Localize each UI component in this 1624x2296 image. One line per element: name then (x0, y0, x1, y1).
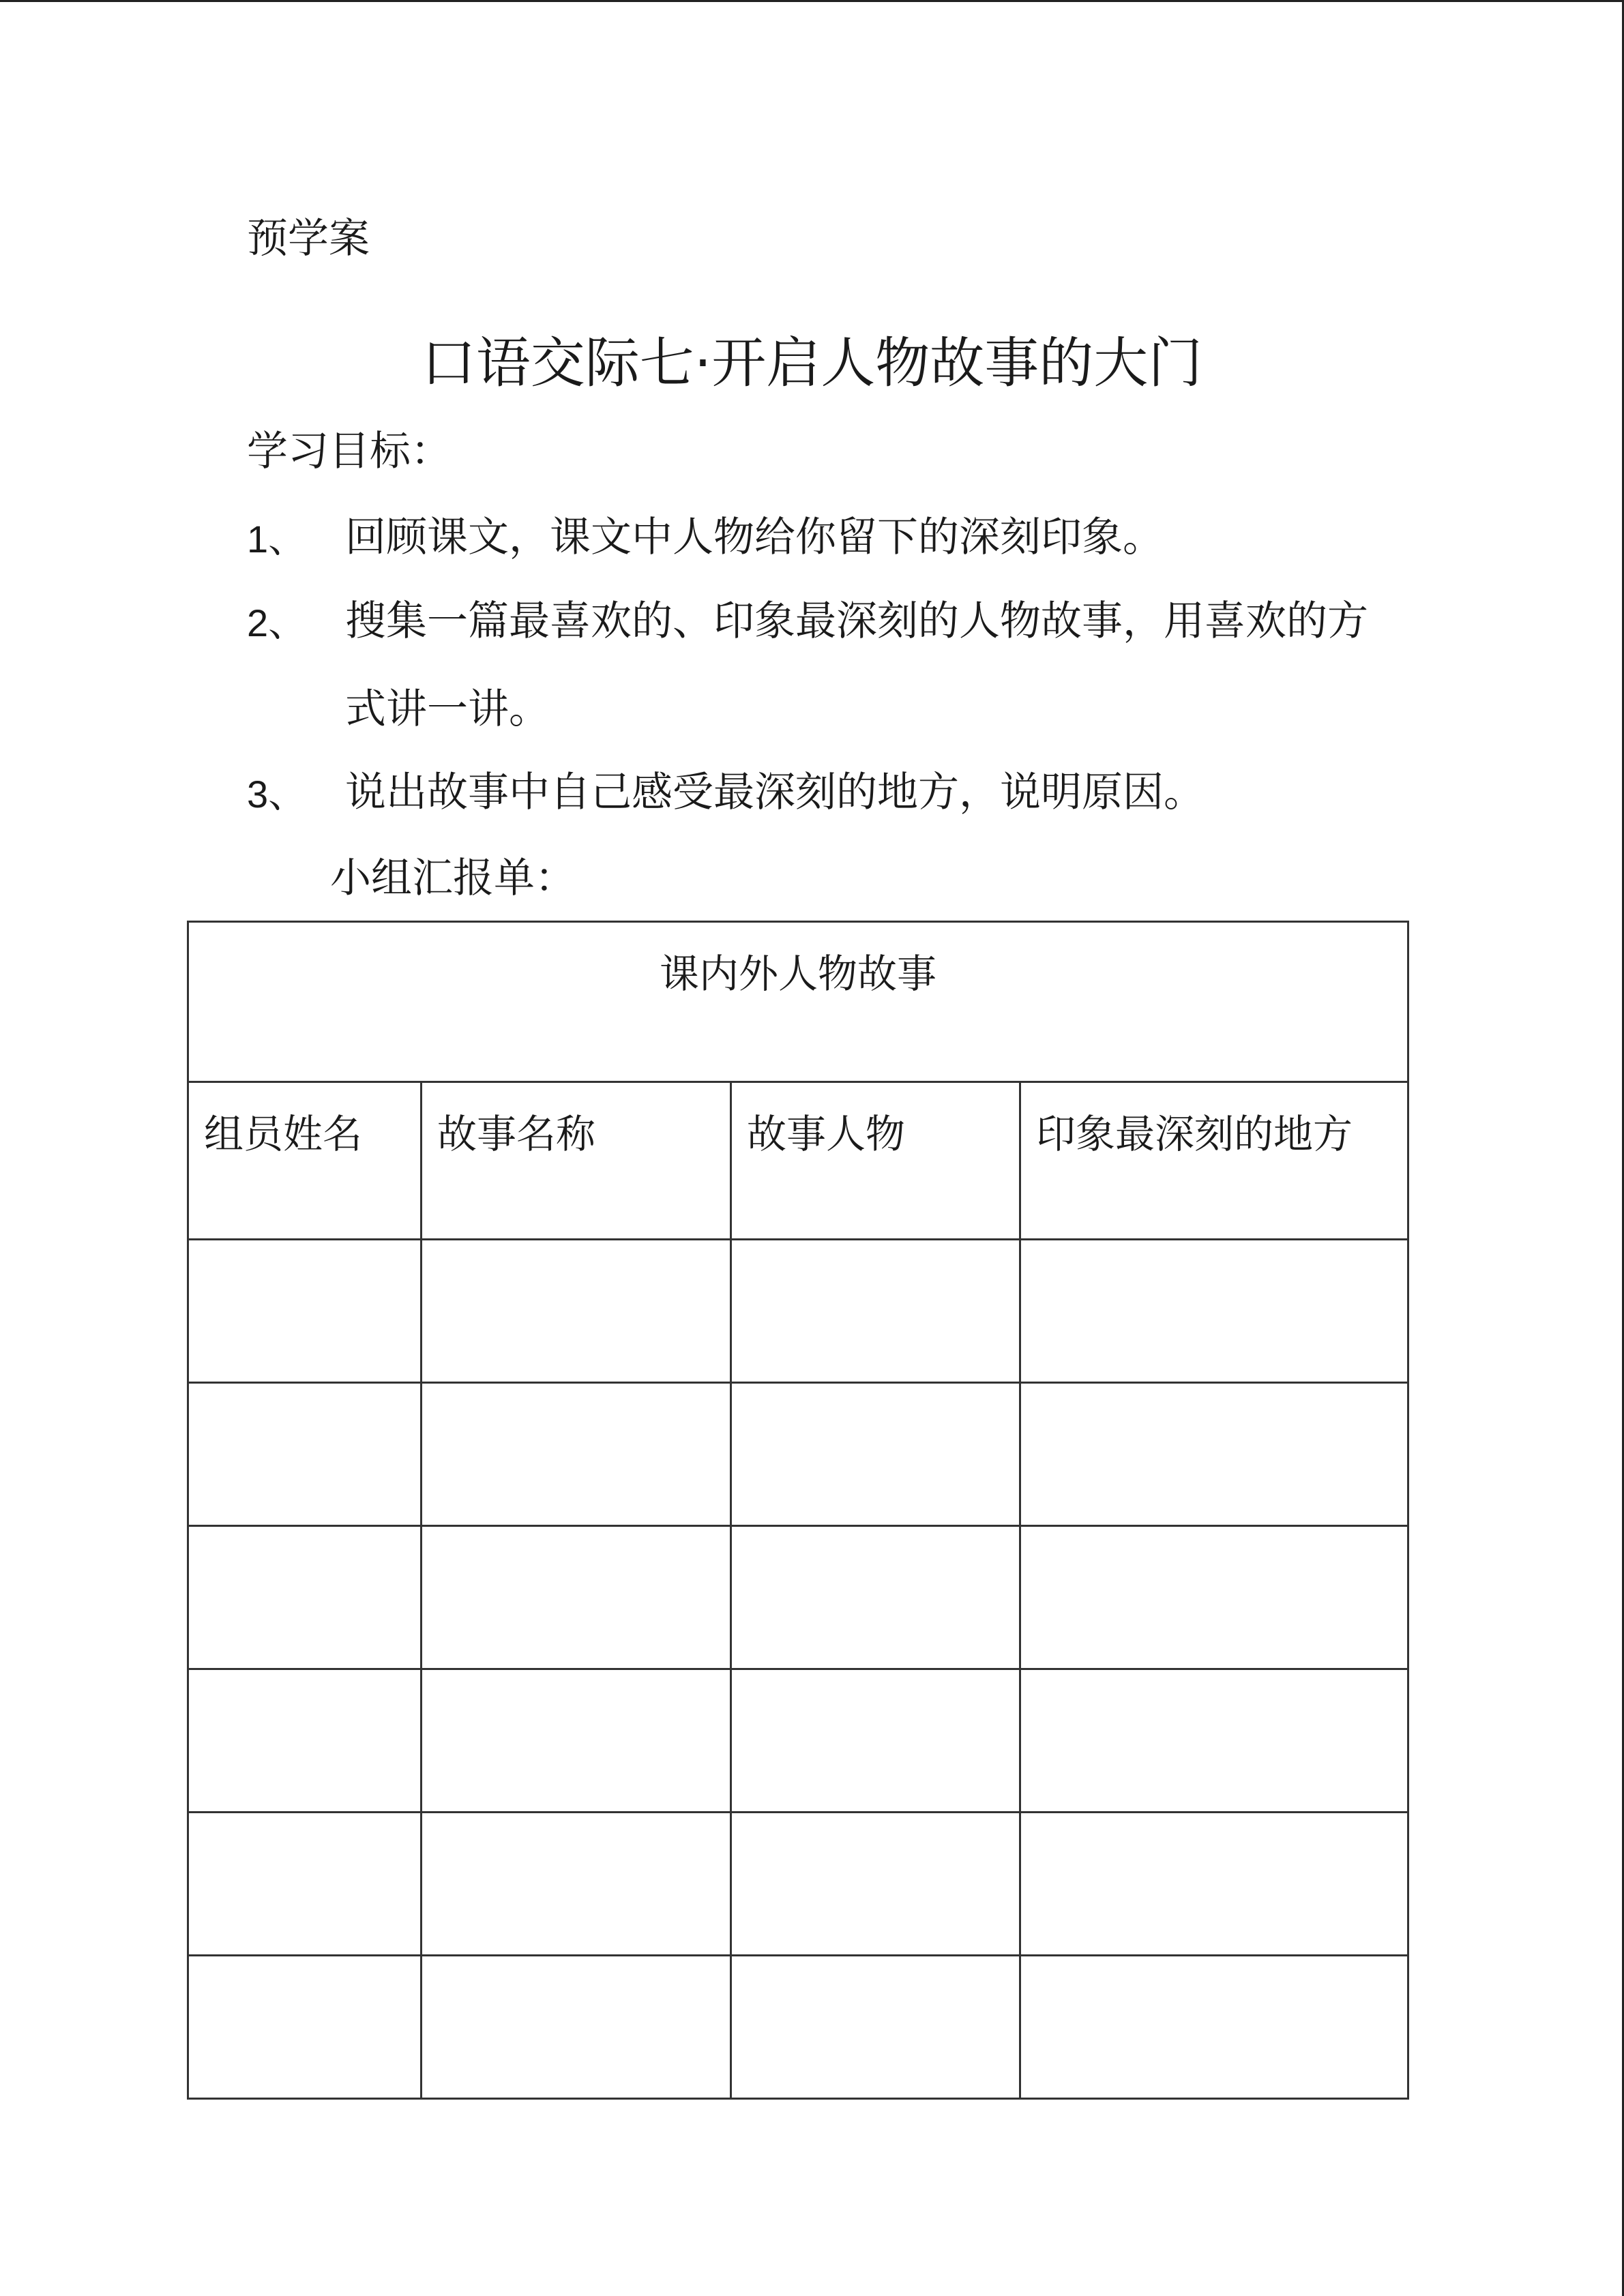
page-top-border (0, 0, 1624, 2)
header-story-character: 故事人物 (731, 1082, 1020, 1240)
objectives-label: 学习目标： (247, 428, 452, 475)
header-member-name: 组员姓名 (188, 1082, 422, 1240)
cell-story-character[interactable] (731, 1813, 1020, 1956)
table-header-row (188, 1082, 1408, 1240)
cell-most-impressive[interactable] (1020, 1240, 1408, 1383)
cell-member-name[interactable] (188, 1669, 422, 1813)
table-row (188, 1240, 1408, 1383)
objective-3-text: 说出故事中自己感受最深刻的地方，说明原因。 (345, 769, 1205, 816)
cell-member-name[interactable] (188, 1526, 422, 1669)
objective-1-text: 回顾课文，课文中人物给你留下的深刻印象。 (345, 513, 1164, 561)
table-caption-row (188, 922, 1408, 1082)
cell-story-title[interactable] (422, 1240, 731, 1383)
objective-2-text-cont: 式讲一讲。 (345, 685, 550, 733)
objective-2-text: 搜集一篇最喜欢的、印象最深刻的人物故事，用喜欢的方 (345, 597, 1368, 645)
cell-most-impressive[interactable] (1020, 1813, 1408, 1956)
cell-member-name[interactable] (188, 1813, 422, 1956)
header-most-impressive: 印象最深刻的地方 (1020, 1082, 1408, 1240)
objective-3-number: 3、 (247, 773, 307, 816)
cell-member-name[interactable] (188, 1956, 422, 2099)
table-row (188, 1669, 1408, 1813)
cell-story-title[interactable] (422, 1669, 731, 1813)
cell-story-character[interactable] (731, 1383, 1020, 1526)
objective-1-number: 1、 (247, 518, 307, 561)
cell-story-character[interactable] (731, 1956, 1020, 2099)
header-story-title: 故事名称 (422, 1082, 731, 1240)
table-row (188, 1956, 1408, 2099)
cell-member-name[interactable] (188, 1240, 422, 1383)
objective-2-number: 2、 (247, 601, 307, 644)
cell-story-title[interactable] (422, 1383, 731, 1526)
cell-story-character[interactable] (731, 1526, 1020, 1669)
cell-story-title[interactable] (422, 1956, 731, 2099)
table-caption: 课内外人物故事 (188, 922, 1408, 1082)
cell-story-character[interactable] (731, 1240, 1020, 1383)
report-label: 小组汇报单： (330, 854, 576, 902)
section-label: 预学案 (247, 215, 370, 263)
cell-story-title[interactable] (422, 1813, 731, 1956)
document-title: 口语交际七·开启人物故事的大门 (421, 331, 1203, 395)
cell-member-name[interactable] (188, 1383, 422, 1526)
report-table (187, 921, 1409, 2100)
table-row (188, 1383, 1408, 1526)
cell-most-impressive[interactable] (1020, 1383, 1408, 1526)
cell-story-title[interactable] (422, 1526, 731, 1669)
cell-most-impressive[interactable] (1020, 1669, 1408, 1813)
cell-story-character[interactable] (731, 1669, 1020, 1813)
cell-most-impressive[interactable] (1020, 1956, 1408, 2099)
table-row (188, 1813, 1408, 1956)
table-row (188, 1526, 1408, 1669)
cell-most-impressive[interactable] (1020, 1526, 1408, 1669)
